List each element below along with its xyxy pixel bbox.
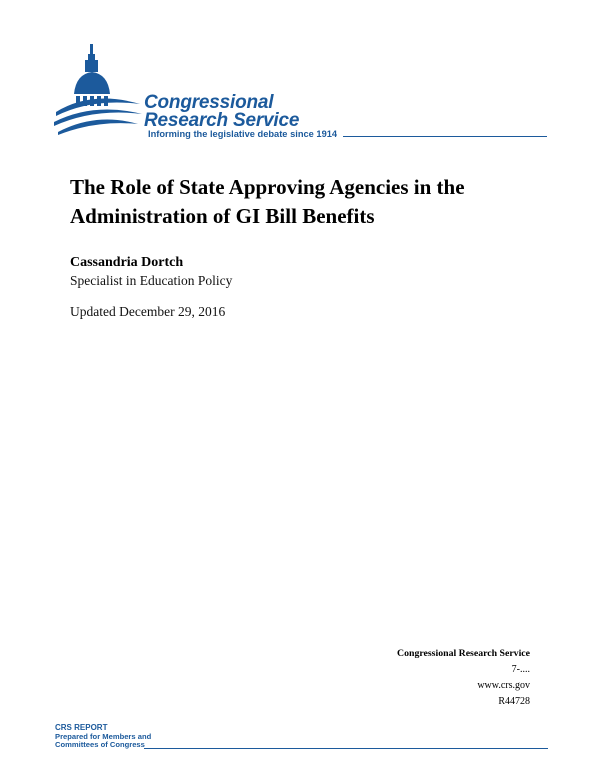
updated-date: Updated December 29, 2016	[70, 304, 226, 319]
author-position: Specialist in Education Policy	[70, 273, 233, 288]
tagline-rule	[343, 136, 547, 137]
brand-name-line1: Congressional	[144, 92, 274, 113]
footer-line2: Committees of Congress	[55, 740, 145, 749]
brand-tagline: Informing the legislative debate since 1914	[148, 129, 338, 139]
crs-info-block	[397, 646, 530, 710]
footer-crs-report: CRS REPORT	[55, 723, 108, 732]
footer-label	[55, 724, 151, 750]
crs-code: 7-....	[511, 664, 530, 675]
report-title: The Role of State Approving Agencies in the Administration of GI Bill Benefits	[70, 175, 465, 228]
report-number: R44728	[498, 696, 530, 707]
capitol-dome-icon	[52, 42, 144, 142]
crs-website-link[interactable]: www.crs.gov	[477, 680, 530, 691]
author-name: Cassandria Dortch	[70, 255, 184, 270]
footer-line1: Prepared for Members and	[55, 731, 152, 741]
crs-logo	[52, 42, 552, 147]
footer-rule	[144, 748, 548, 749]
brand-name-line2: Research Service	[144, 110, 300, 131]
crs-organization: Congressional Research Service	[397, 648, 530, 659]
